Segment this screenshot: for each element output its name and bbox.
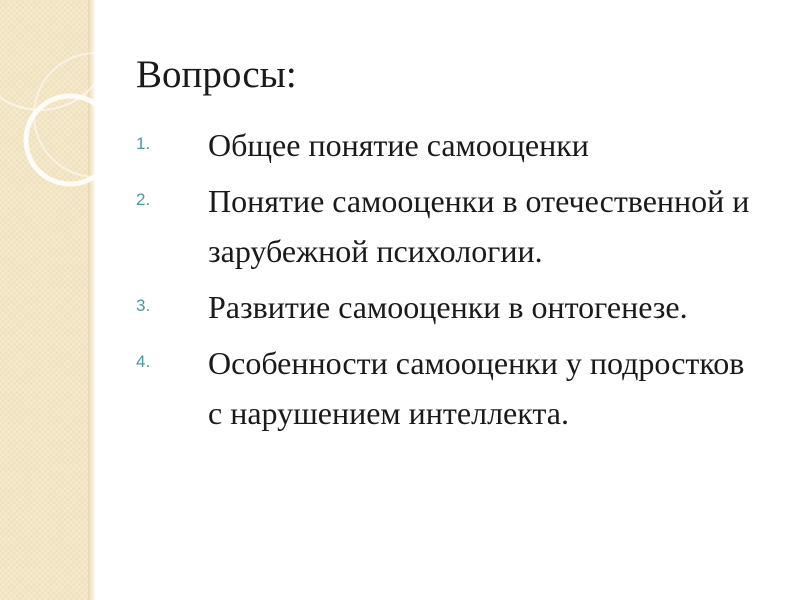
slide-title: Вопросы: [136,53,297,96]
list-item-number: 2. [136,190,151,209]
questions-list [136,120,756,444]
list-item-text: Развитие самооценки в онтогенезе. [208,289,688,325]
list-item [136,282,756,332]
list-item [136,176,756,276]
decorative-rings-icon [0,0,96,600]
list-item [136,338,756,438]
list-item-text: Особенности самооценки у подростков с нарушением интеллекта. [208,345,745,431]
list-item-number: 3. [136,296,151,315]
list-item-number: 4. [136,352,151,371]
list-item-text: Понятие самооценки в отечественной и зарубежной психологии. [208,183,750,269]
list-item-number: 1. [136,134,151,153]
list-item [136,120,756,170]
list-item-text: Общее понятие самооценки [208,127,589,163]
